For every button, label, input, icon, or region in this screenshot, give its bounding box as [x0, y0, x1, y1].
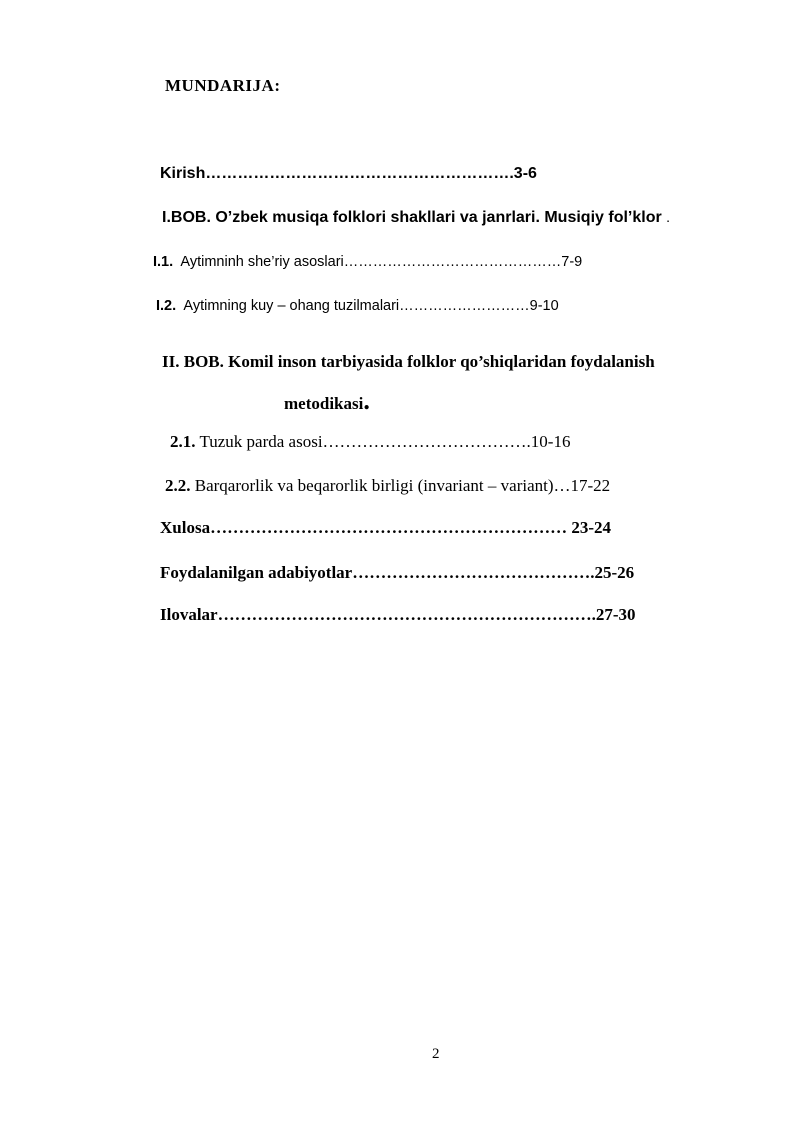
toc-leader: ………………………………………: [343, 254, 562, 270]
toc-label: Foydalanilgan adabiyotlar: [160, 563, 353, 582]
toc-pages: 27-30: [595, 605, 636, 624]
page-title: MUNDARIJA:: [165, 76, 281, 95]
toc-pages: 7-9: [561, 254, 583, 270]
toc-label: metodikasi: [284, 394, 364, 413]
toc-entry-2-1: [170, 432, 570, 452]
toc-leader: ………………………………………………………….: [217, 605, 596, 624]
toc-entry-ilovalar: [160, 605, 636, 625]
toc-entry-2-2: [165, 476, 610, 496]
toc-label: Aytimning kuy – ohang tuzilmalari: [183, 298, 400, 314]
toc-number: I.2.: [156, 298, 177, 314]
toc-label: Kirish: [160, 165, 206, 182]
toc-entry-bob2-line2: [284, 386, 370, 415]
toc-leader: ………………………: [399, 298, 530, 314]
toc-pages: 17-22: [570, 476, 611, 495]
toc-number: 2.1.: [170, 432, 196, 451]
toc-pages: 25-26: [594, 563, 635, 582]
toc-entry-xulosa: [160, 518, 611, 538]
toc-leader: ………………………………………………….: [205, 165, 514, 182]
toc-pages: 3-6: [513, 165, 537, 182]
toc-entry-bob2-line1: II. BOB. Komil inson tarbiyasida folklor qo’shiqlaridan foydalanish: [162, 352, 655, 371]
toc-label: Aytimninh she’riy asoslari: [180, 254, 344, 270]
toc-label: Tuzuk parda asosi: [199, 432, 323, 451]
toc-number: I.1.: [153, 254, 174, 270]
toc-entry-1-2: [156, 298, 559, 314]
toc-pages: 9-10: [529, 298, 559, 314]
toc-number: 2.2.: [165, 476, 191, 495]
toc-pages: 10-16: [530, 432, 571, 451]
toc-leader: …: [553, 476, 571, 495]
toc-label: Barqarorlik va beqarorlik birligi (invariant – variant): [194, 476, 554, 495]
toc-leader: …………………………………….: [352, 563, 595, 582]
toc-label: Ilovalar: [160, 605, 218, 624]
toc-end-mark: .: [363, 386, 370, 415]
toc-pages: 23-24: [571, 518, 611, 537]
toc-entry-1-1: [153, 254, 582, 270]
toc-leader: ………………………………………………………: [210, 518, 568, 537]
page-number: 2: [432, 1046, 440, 1062]
toc-leader: ……………………………….: [322, 432, 531, 451]
toc-tail: .: [666, 209, 671, 225]
toc-label: Xulosa: [160, 518, 211, 537]
toc-entry-bob1: [162, 209, 670, 227]
toc-entry-adabiyot: [160, 563, 634, 583]
toc-label: I.BOB. O’zbek musiqa folklori shakllari va janrlari. Musiqiy fol’klor: [162, 209, 662, 226]
toc-entry-kirish: [160, 165, 537, 183]
